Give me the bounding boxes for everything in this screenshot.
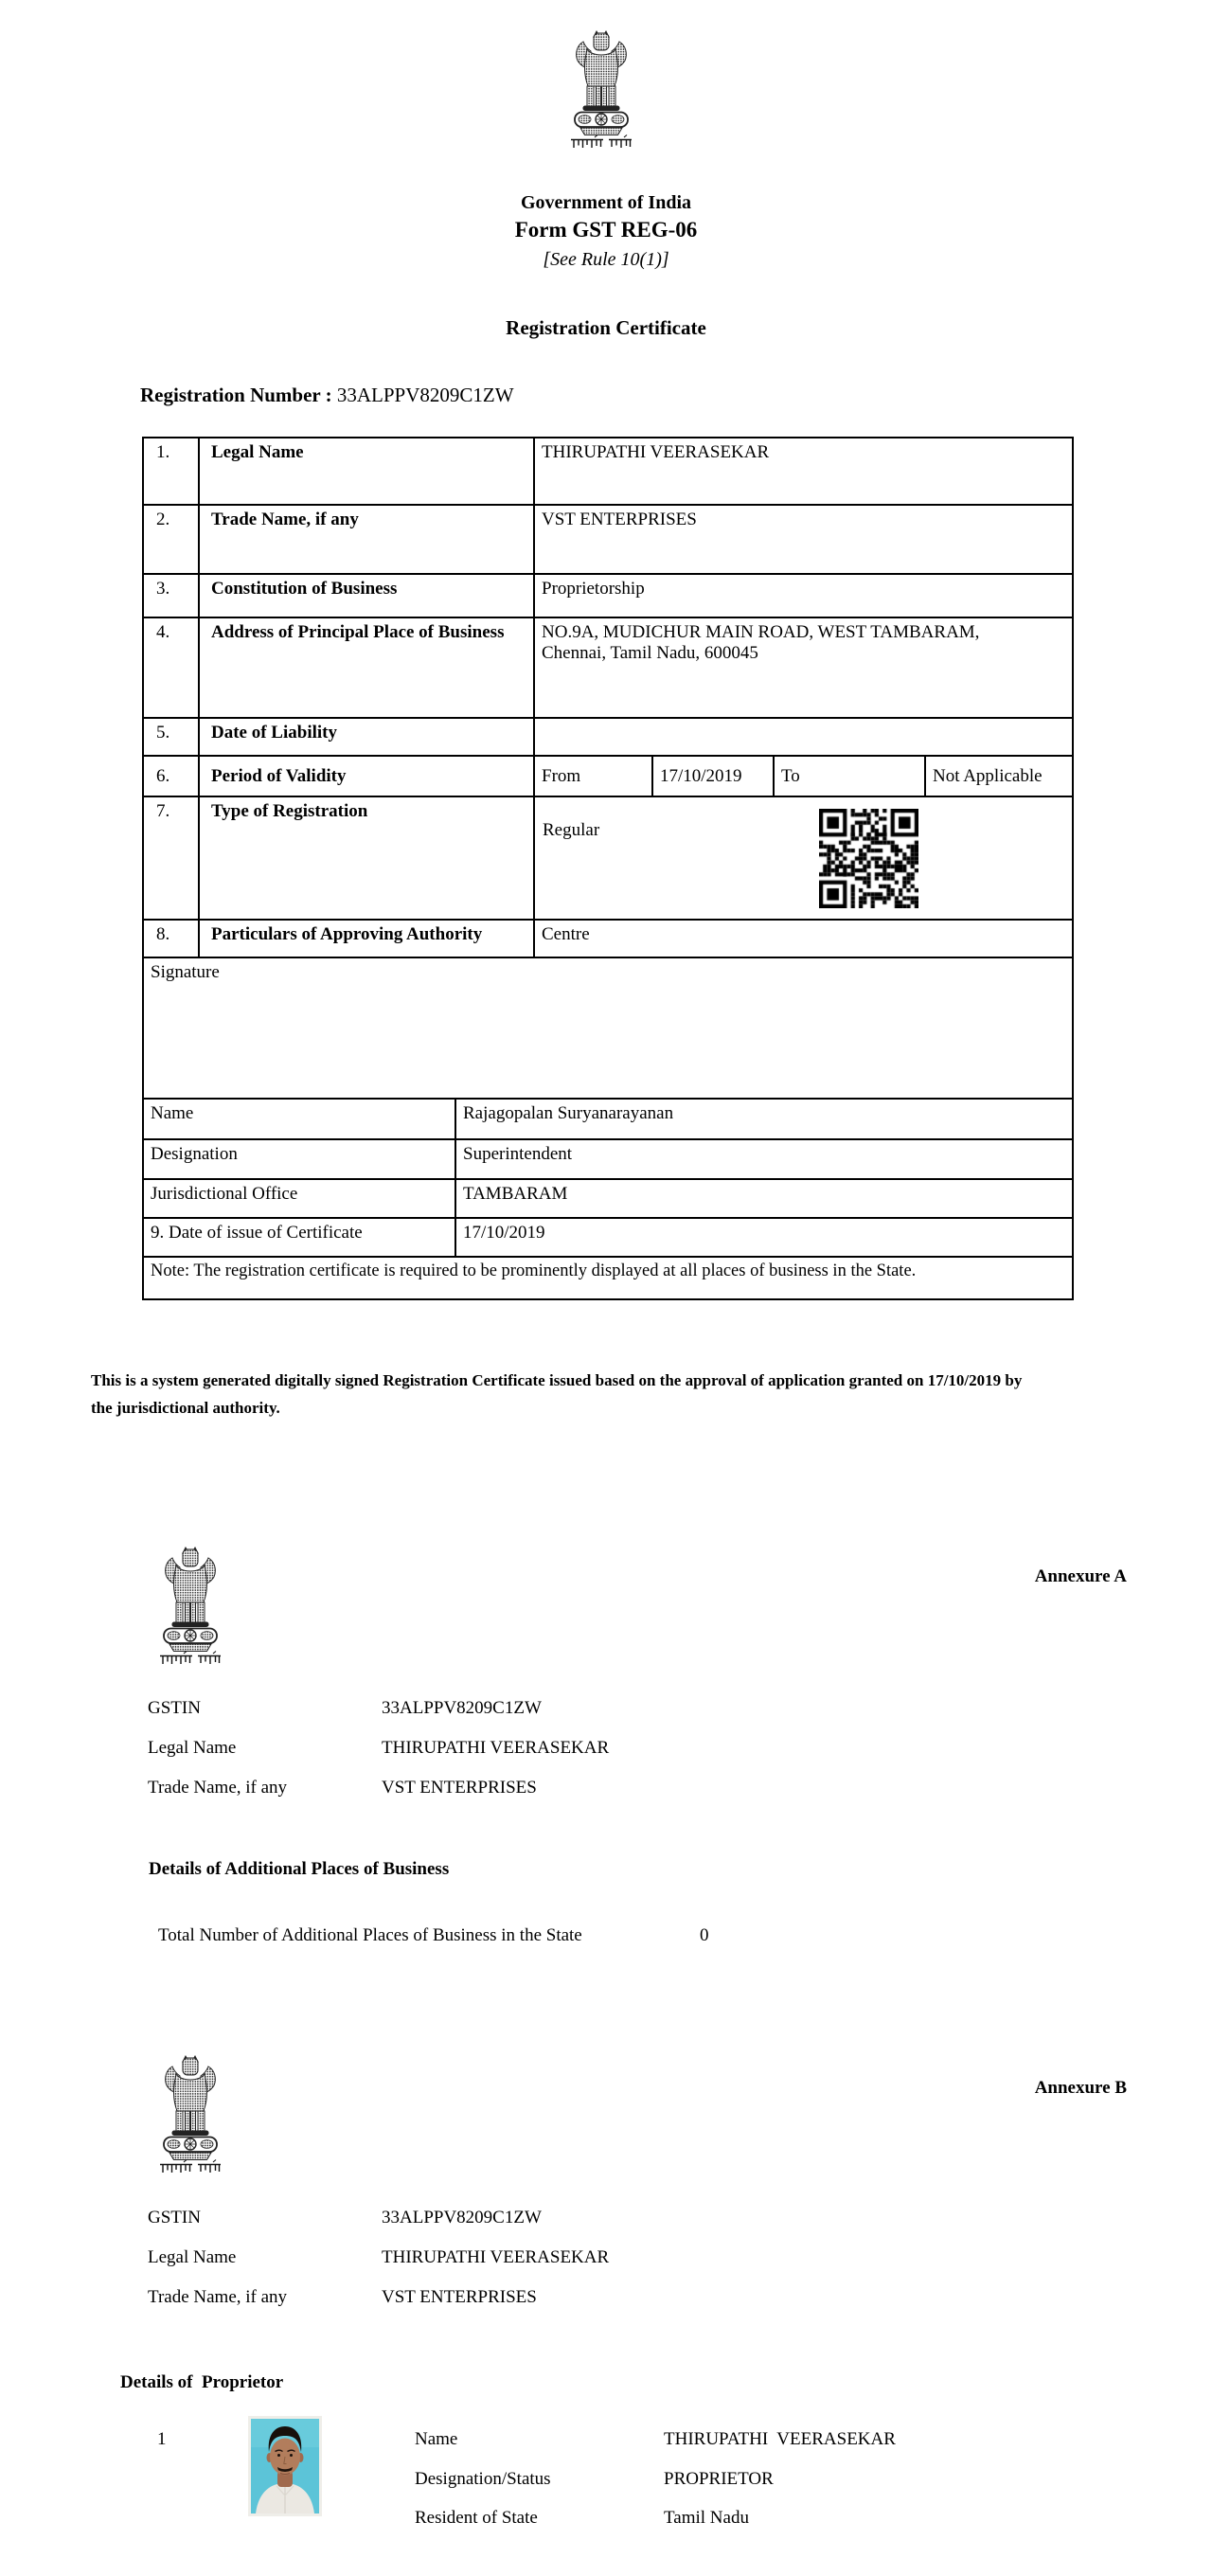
trade-name-label: Trade Name, if any [148, 1778, 288, 1798]
date-of-issue-label: 9. Date of issue of Certificate [143, 1218, 455, 1257]
trade-name-value: VST ENTERPRISES [382, 1778, 537, 1798]
date-of-liability-value [534, 718, 1073, 756]
legal-name-value: THIRUPATHI VEERASEKAR [534, 438, 1073, 505]
address-line-2: Chennai, Tamil Nadu, 600045 [542, 643, 758, 663]
registration-number-label: Registration Number : [140, 384, 332, 406]
type-of-registration-cell [534, 796, 1073, 920]
system-note-line-2: the jurisdictional authority. [91, 1399, 280, 1417]
type-of-registration-label: Type of Registration [199, 796, 534, 920]
gstin-label: GSTIN [148, 2208, 201, 2227]
legal-name-value: THIRUPATHI VEERASEKAR [382, 2247, 610, 2267]
resident-state-label: Resident of State [415, 2508, 538, 2528]
date-of-liability-label: Date of Liability [199, 718, 534, 756]
annexure-b-title: Annexure B [1034, 2078, 1127, 2098]
registration-number-line [140, 384, 514, 407]
constitution-label: Constitution of Business [199, 574, 534, 617]
trade-name-value: VST ENTERPRISES [534, 505, 1073, 574]
system-note-line-1: This is a system generated digitally signed Registration Certificate issued based on the approval of application granted on 17/10/2019 by [91, 1371, 1023, 1389]
resident-state-value: Tamil Nadu [664, 2508, 749, 2528]
legal-name-label: Legal Name [199, 438, 534, 505]
designation-status-value: PROPRIETOR [664, 2469, 774, 2489]
proprietor-name-row [415, 2429, 896, 2450]
legal-name-value: THIRUPATHI VEERASEKAR [382, 1738, 610, 1758]
national-emblem-icon [157, 1545, 223, 1668]
approving-authority-value: Centre [534, 920, 1073, 957]
legal-name-row [148, 2247, 609, 2268]
certificate-title: Registration Certificate [506, 316, 706, 339]
address-value [534, 617, 1073, 718]
trade-name-label: Trade Name, if any [148, 2287, 288, 2307]
resident-state-row [415, 2508, 749, 2529]
legal-name-label: Legal Name [148, 1738, 237, 1758]
trade-name-label: Trade Name, if any [199, 505, 534, 574]
annexure-a-title: Annexure A [1034, 1566, 1127, 1586]
validity-from-label: From [534, 756, 652, 796]
address-line-1: NO.9A, MUDICHUR MAIN ROAD, WEST TAMBARAM, [542, 622, 980, 642]
national-emblem-icon [568, 28, 634, 152]
trade-name-row [148, 2287, 537, 2308]
row-sno: 3. [143, 574, 199, 617]
details-of-proprietor-heading: Details of Proprietor [120, 2372, 284, 2392]
row-sno: 4. [143, 617, 199, 718]
legal-name-row [148, 1738, 609, 1759]
qr-code [819, 809, 918, 908]
authority-name-value: Rajagopalan Suryanarayanan [455, 1099, 1073, 1139]
proprietor-photo [248, 2416, 322, 2516]
signature-cell: Signature [143, 957, 1073, 1099]
validity-to-value: Not Applicable [925, 756, 1073, 796]
validity-to-label: To [774, 756, 925, 796]
proprietor-name-value: THIRUPATHI VEERASEKAR [664, 2429, 896, 2449]
row-sno: 1. [143, 438, 199, 505]
designation-status-label: Designation/Status [415, 2469, 551, 2489]
form-title: Form GST REG-06 [514, 218, 698, 242]
gstin-row [148, 1698, 542, 1719]
display-note: Note: The registration certificate is required to be prominently displayed at all places of business in the State. [143, 1257, 1073, 1299]
gstin-value: 33ALPPV8209C1ZW [382, 2208, 542, 2227]
period-of-validity-label: Period of Validity [199, 756, 534, 796]
jurisdictional-office-label: Jurisdictional Office [143, 1179, 455, 1218]
row-sno: 5. [143, 718, 199, 756]
row-sno: 6. [143, 756, 199, 796]
row-sno: 7. [143, 796, 199, 920]
total-additional-places-value: 0 [700, 1925, 709, 1945]
authority-designation-value: Superintendent [455, 1139, 1073, 1179]
validity-from-value: 17/10/2019 [652, 756, 774, 796]
approving-authority-label: Particulars of Approving Authority [199, 920, 534, 957]
row-sno: 2. [143, 505, 199, 574]
gstin-label: GSTIN [148, 1698, 201, 1718]
jurisdictional-office-value: TAMBARAM [455, 1179, 1073, 1218]
rule-reference: [See Rule 10(1)] [543, 249, 669, 270]
gstin-value: 33ALPPV8209C1ZW [382, 1698, 542, 1718]
authority-name-label: Name [143, 1099, 455, 1139]
date-of-issue-value: 17/10/2019 [455, 1218, 1073, 1257]
address-label: Address of Principal Place of Business [199, 617, 534, 718]
government-title: Government of India [521, 192, 691, 213]
legal-name-label: Legal Name [148, 2247, 237, 2267]
trade-name-value: VST ENTERPRISES [382, 2287, 537, 2307]
type-of-registration-value: Regular [543, 820, 600, 840]
authority-designation-label: Designation [143, 1139, 455, 1179]
registration-number-value: 33ALPPV8209C1ZW [336, 384, 514, 406]
total-additional-places-label: Total Number of Additional Places of Business in the State [158, 1925, 582, 1945]
row-sno: 8. [143, 920, 199, 957]
system-generated-note [91, 1367, 1142, 1422]
designation-status-row [415, 2469, 774, 2490]
trade-name-row [148, 1778, 537, 1798]
proprietor-serial: 1 [157, 2429, 167, 2449]
gstin-row [148, 2208, 542, 2228]
additional-places-heading: Details of Additional Places of Business [149, 1859, 450, 1879]
proprietor-name-label: Name [415, 2429, 458, 2449]
certificate-table [142, 437, 1074, 1300]
national-emblem-icon [157, 2053, 223, 2176]
constitution-value: Proprietorship [534, 574, 1073, 617]
